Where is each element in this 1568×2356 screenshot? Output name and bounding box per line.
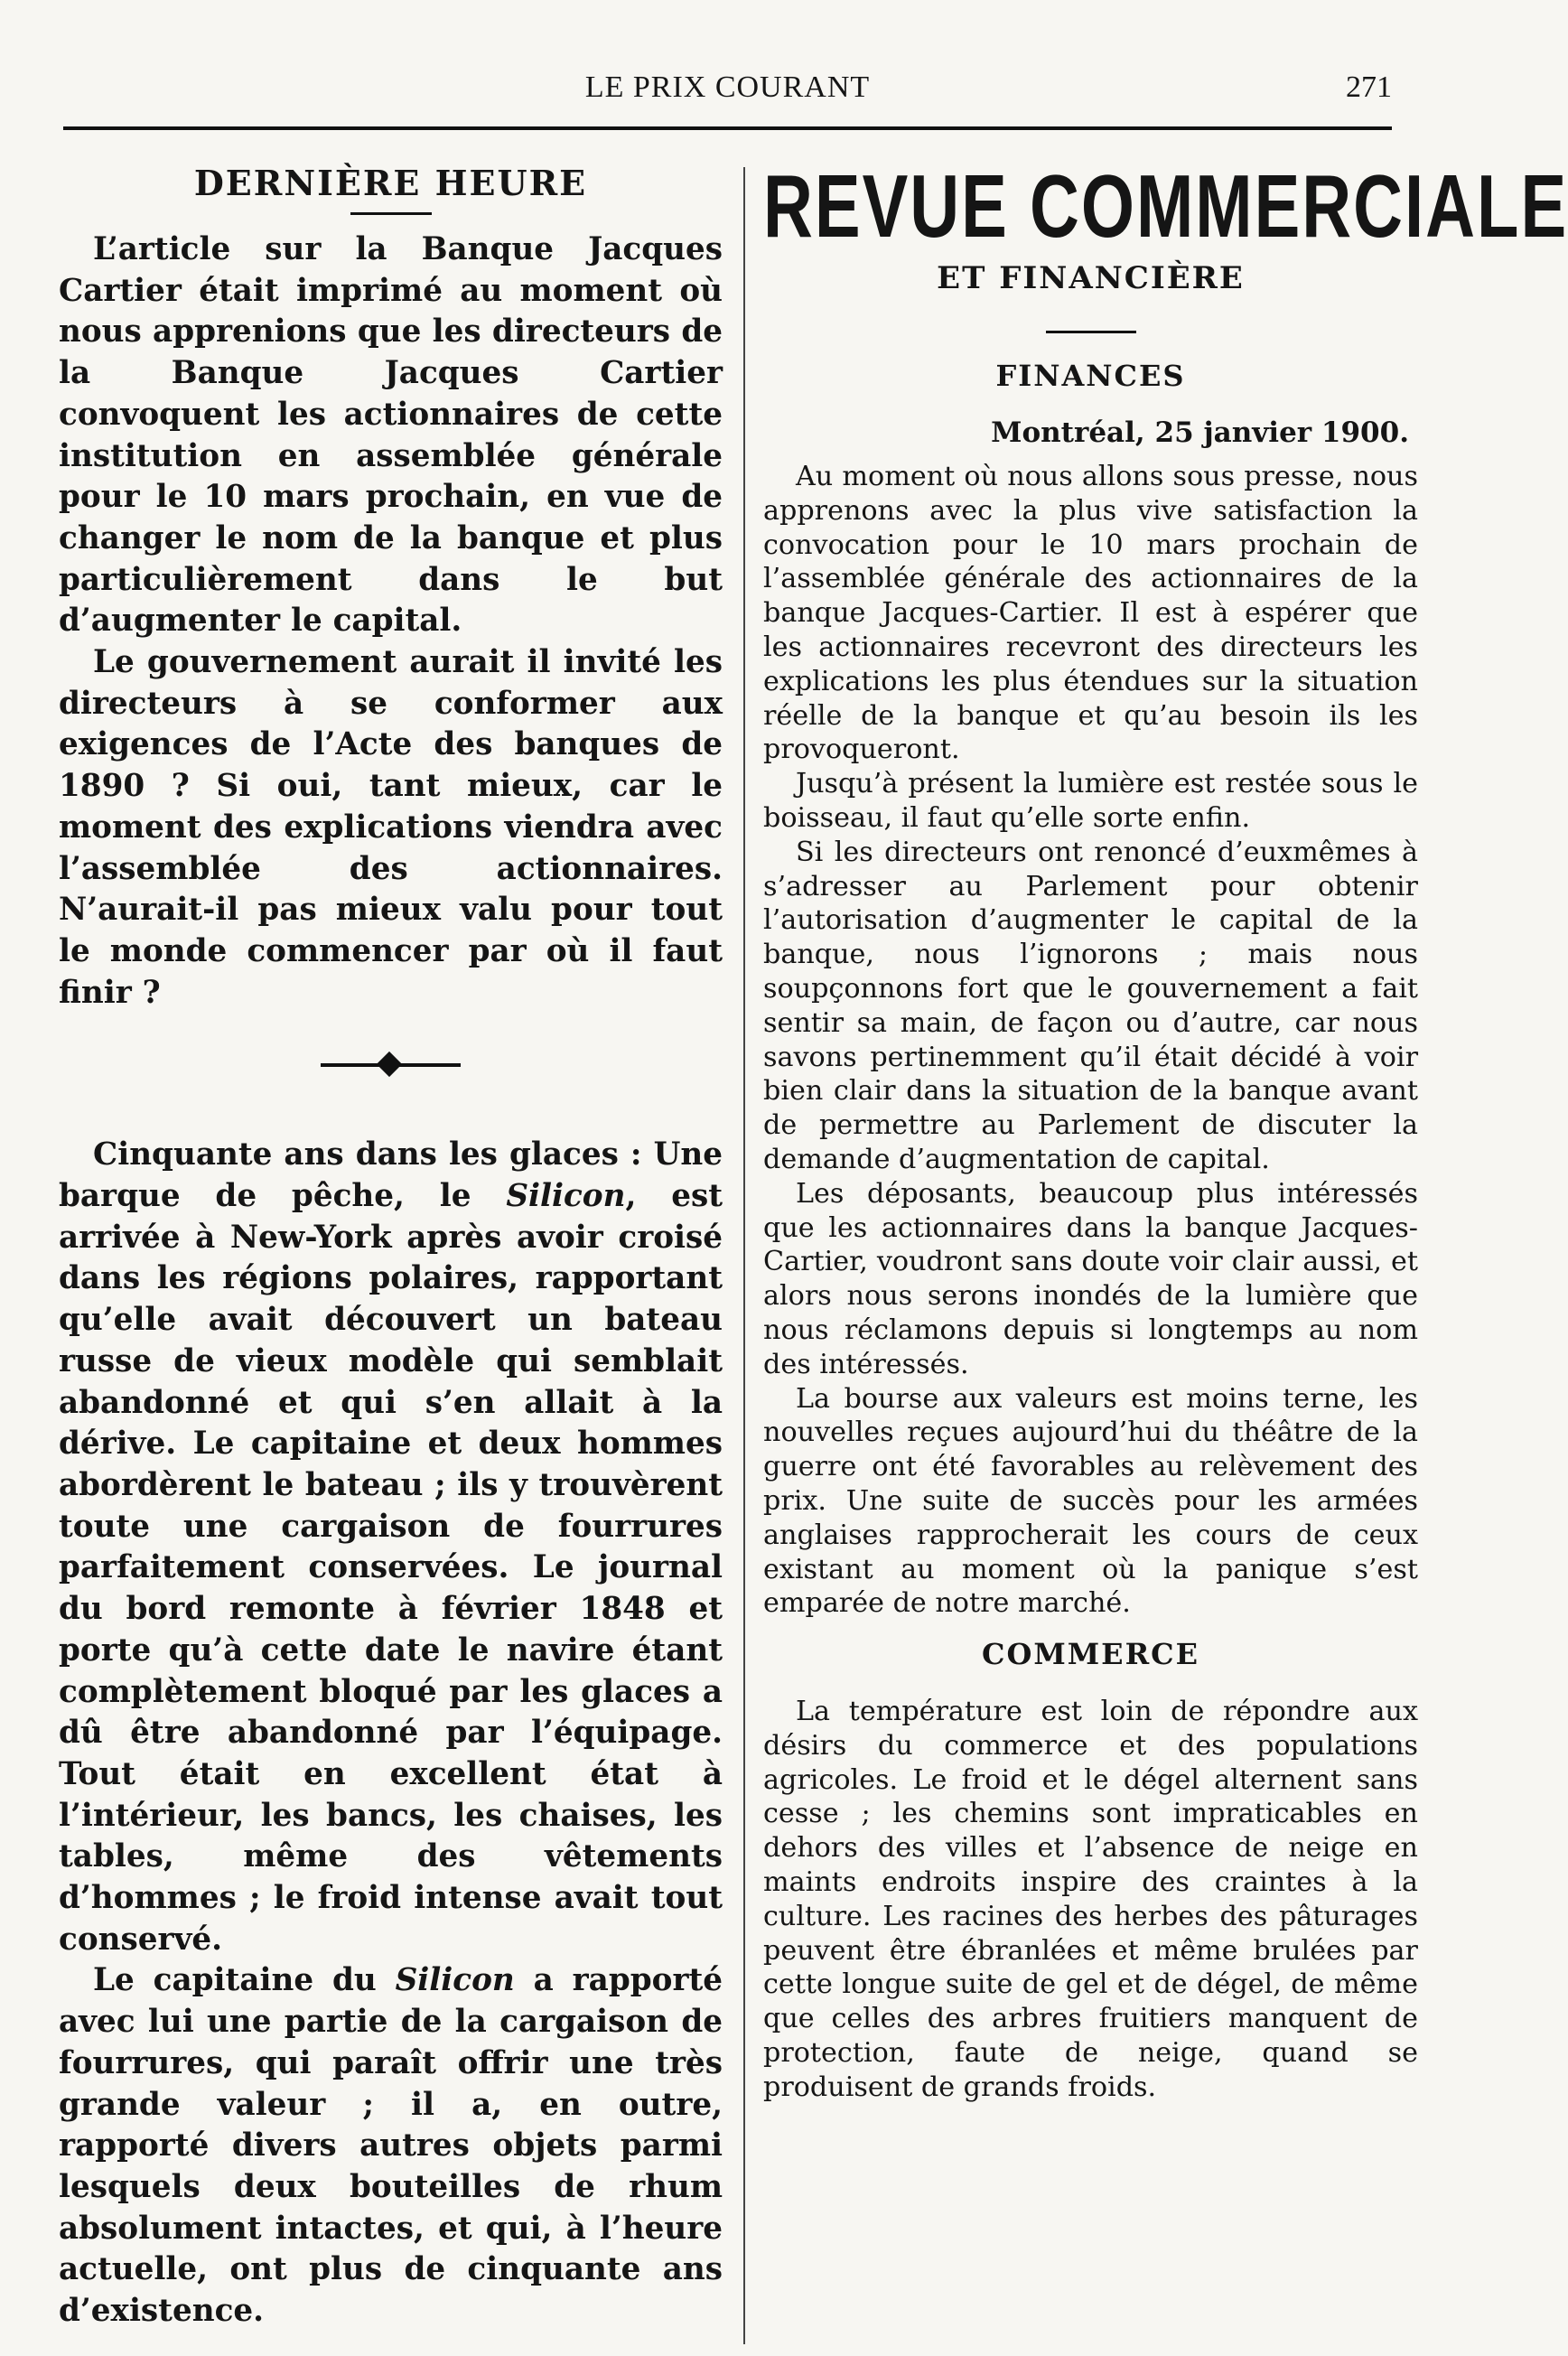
revue-title: REVUE COMMERCIALE <box>763 156 1568 257</box>
title-rule <box>350 212 432 215</box>
story-text: a rapporté avec lui une partie de la cargaison de fourrures, qui paraît offrir une très grande valeur ; il a, en outre, rapporté divers autres objets parmi lesquels deux bouteilles de rhum absolument intactes, et qui, à l’heure actuelle, ont plus de cinquante ans d’existence. <box>59 1962 723 2330</box>
story-paragraph <box>59 1135 723 1960</box>
story-text: , est arrivée à New-York après avoir croisé dans les régions polaires, rapportant qu’elle avait découvert un bateau russe de vieux modèle qui semblait abandonné et qui s’en allait à la dérive. Le capitaine et deux hommes abordèrent le bateau ; ils y trouvèrent toute une cargaison de fourrures parfaitement conservées. Le journal du bord remonte à février 1848 et porte qu’à cette date le navire étant complètement bloqué par les glaces a dû être abandonné par l’équipage. Tout était en excellent état à l’intérieur, les bancs, les chaises, les tables, même des vêtements d’hommes ; le froid intense avait tout conservé. <box>59 1178 723 1958</box>
left-column <box>59 163 723 2333</box>
story-text: Cinquante ans dans les glaces : Une barque de pêche, le <box>59 1136 723 1215</box>
finances-paragraph: La bourse aux valeurs est moins terne, les nouvelles reçues aujourd’hui du théâtre de la guerre ont été favorables au relèvement des prix. Une suite de succès pour les armées anglaises rapprocherait les cours de ceux existant au moment où la panique s’est emparée de notre marché. <box>763 1382 1418 1620</box>
dateline: Montréal, 25 janvier 1900. <box>991 416 1409 449</box>
derniere-heure-title: DERNIÈRE HEURE <box>193 163 588 203</box>
journal-title: LE PRIX COURANT <box>584 70 871 104</box>
page-number: 271 <box>1346 70 1392 104</box>
running-header <box>63 54 1392 130</box>
story-text: Le capitaine du <box>93 1962 396 1999</box>
story-paragraph <box>59 1960 723 2332</box>
revue-subtitle: ET FINANCIÈRE <box>937 260 1245 296</box>
finances-paragraph: Jusqu’à présent la lumière est restée sous le boisseau, il faut qu’elle sorte enfin. <box>763 768 1418 834</box>
commerce-heading: COMMERCE <box>981 1637 1200 1672</box>
ship-name: Silicon <box>506 1178 626 1215</box>
ship-name: Silicon <box>395 1962 515 1999</box>
column-divider <box>743 167 745 2344</box>
finances-paragraph: Les déposants, beaucoup plus intéressés que les actionnaires dans la banque Jacques-Cartier, voudront sans doute voir clair aussi, et alors nous serons inondés de la lumière que nous réclamons depuis si longtemps au nom des intéressés. <box>763 1177 1418 1380</box>
right-column <box>763 156 1568 2105</box>
finances-paragraph: Si les directeurs ont renoncé d’euxmêmes à s’adresser au Parlement pour obtenir l’autorisation d’augmenter le capital de la banque, nous l’ignorons ; mais nous soupçonnons fort que le gouvernement a fait sentir sa main, de façon ou d’autre, car nous savons pertinemment qu’il était décidé à voir bien clair dans la situation de la banque avant de permettre au Parlement de discuter la demande d’augmentation de capital. <box>763 836 1418 1175</box>
ornament-divider <box>321 1063 461 1067</box>
finances-heading: FINANCES <box>995 359 1186 393</box>
diamond-icon <box>377 1052 402 1077</box>
article-paragraph: Le gouvernement aurait il invité les directeurs à se conformer aux exigences de l’Acte des banques de 1890 ? Si oui, tant mieux, car le moment des explications viendra avec l’assemblée des actionnaires. N’aurait-il pas mieux valu pour tout le monde commencer par où il faut finir ? <box>59 644 723 1011</box>
section-rule <box>1046 331 1136 333</box>
finances-paragraph: Au moment où nous allons sous presse, nous apprenons avec la plus vive satisfaction la convocation pour le 10 mars prochain de l’assemblée générale des actionnaires de la banque Jacques-Cartier. Il est à espérer que les actionnaires recevront des directeurs les explications les plus étendues sur la situation réelle de la banque et qu’au besoin ils les provoqueront. <box>763 461 1418 766</box>
commerce-paragraph: La température est loin de répondre aux désirs du commerce et des populations agricoles. Le froid et le dégel alternent sans cesse ; les chemins sont impraticables en dehors des villes et l’absence de neige en maints endroits inspire des craintes à la culture. Les racines des herbes des pâturages peuvent être ébranlées et même brulées par cette longue suite de gel et de dégel, de même que celles des arbres fruitiers manquent de protection, faute de neige, quand se produisent de grands froids. <box>763 1696 1418 2103</box>
article-paragraph: L’article sur la Banque Jacques Cartier était imprimé au moment où nous apprenions que les directeurs de la Banque Jacques Cartier convoquent les actionnaires de cette institution en assemblée générale pour le 10 mars prochain, en vue de changer le nom de la banque et plus particulièrement dans le but d’augmenter le capital. <box>59 231 723 640</box>
